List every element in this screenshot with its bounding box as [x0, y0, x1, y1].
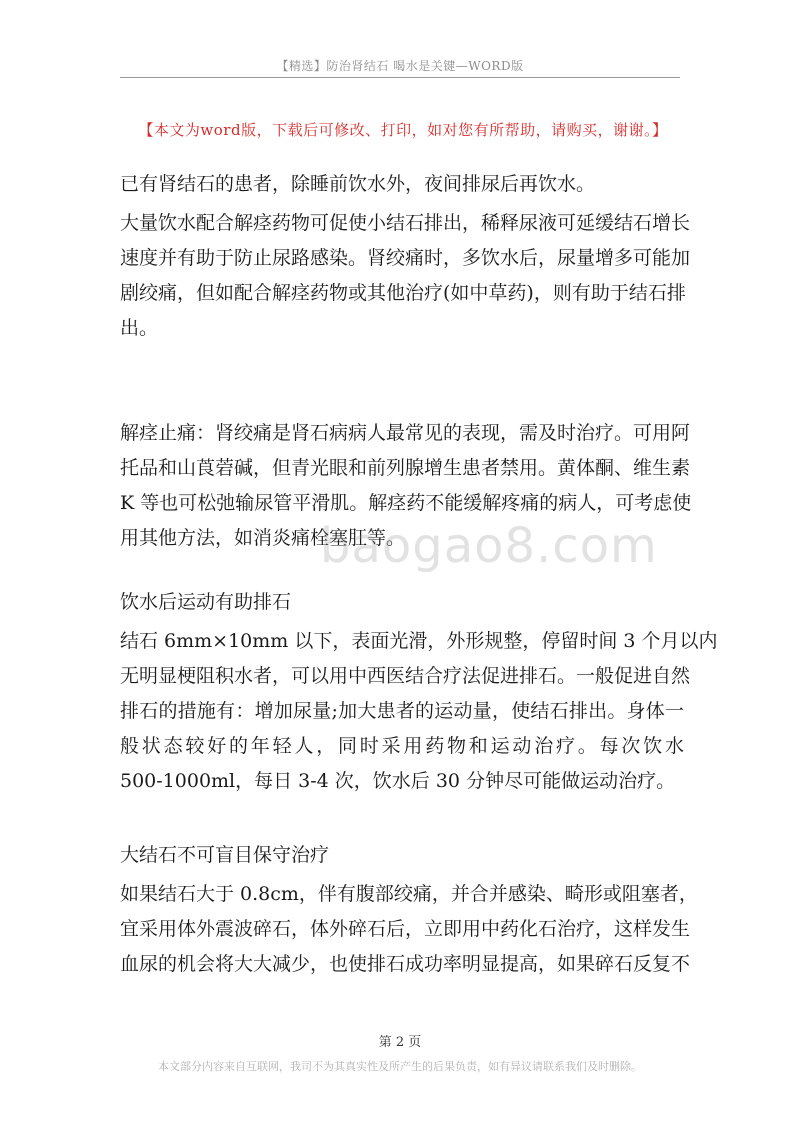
text-line: 剧绞痛，但如配合解痉药物或其他治疗(如中草药)，则有助于结石排	[120, 282, 686, 304]
text-line: 用其他方法，如消炎痛栓塞肛等。	[120, 527, 406, 549]
text-line: 出。	[120, 317, 159, 339]
page-number: 第 2 页	[378, 1035, 422, 1050]
text-line: 已有肾结石的患者，除睡前饮水外，夜间排尿后再饮水。	[120, 173, 596, 195]
paragraph-5	[120, 877, 698, 982]
text-line: 结石 6mm×10mm 以下，表面光滑，外形规整，停留时间 3 个月以内	[120, 630, 718, 652]
download-notice: 【本文为word版，下载后可修改、打印，如对您有所帮助，请购买，谢谢。】	[138, 121, 668, 139]
watermark: baogao8.com	[320, 518, 658, 574]
paragraph-2	[120, 206, 691, 346]
text-line: 无明显梗阻积水者，可以用中西医结合疗法促进排石。一般促进自然	[120, 665, 691, 687]
section-heading-1	[120, 585, 684, 620]
text-line: K 等也可松弛输尿管平滑肌。解痉药不能缓解疼痛的病人，可考虑使	[120, 492, 692, 514]
text-line: 血尿的机会将大大减少，也使排石成功率明显提高，如果碎石反复不	[120, 953, 691, 975]
text-line: 500-1000ml，每日 3-4 次，饮水后 30 分钟尽可能做运动治疗。	[120, 770, 676, 792]
text-line: 如果结石大于 0.8cm，伴有腹部绞痛，并合并感染、畸形或阻塞者，	[120, 883, 698, 905]
paragraph-1	[120, 167, 684, 202]
text-line: 般状态较好的年轻人，同时采用药物和运动治疗。每次饮水	[120, 735, 684, 757]
text-line: 大量饮水配合解痉药物可促使小结石排出，稀释尿液可延缓结石增长	[120, 212, 691, 234]
paragraph-4	[120, 624, 718, 799]
header-divider	[120, 77, 680, 78]
text-line: 宜采用体外震波碎石，体外碎石后，立即用中药化石治疗，这样发生	[120, 918, 691, 940]
heading-text: 饮水后运动有助排石	[120, 591, 292, 613]
text-line: 托品和山莨菪碱，但青光眼和前列腺增生患者禁用。黄体酮、维生素	[120, 457, 691, 479]
text-line: 速度并有助于防止尿路感染。肾绞痛时，多饮水后，尿量增多可能加	[120, 247, 691, 269]
page-footer-disclaimer: 本文部分内容来自互联网，我司不为其真实性及所产生的后果负责，如有异议请联系我们及时删除。	[158, 1060, 642, 1073]
heading-text: 大结石不可盲目保守治疗	[120, 844, 330, 866]
text-line: 排石的措施有：增加尿量;加大患者的运动量，使结石排出。身体一	[120, 700, 684, 722]
section-heading-2	[120, 838, 684, 873]
paragraph-3	[120, 416, 692, 556]
page-header: 【精选】防治肾结石 喝水是关键—WORD版	[276, 59, 524, 73]
text-line: 解痉止痛：肾绞痛是肾石病病人最常见的表现，需及时治疗。可用阿	[120, 422, 691, 444]
